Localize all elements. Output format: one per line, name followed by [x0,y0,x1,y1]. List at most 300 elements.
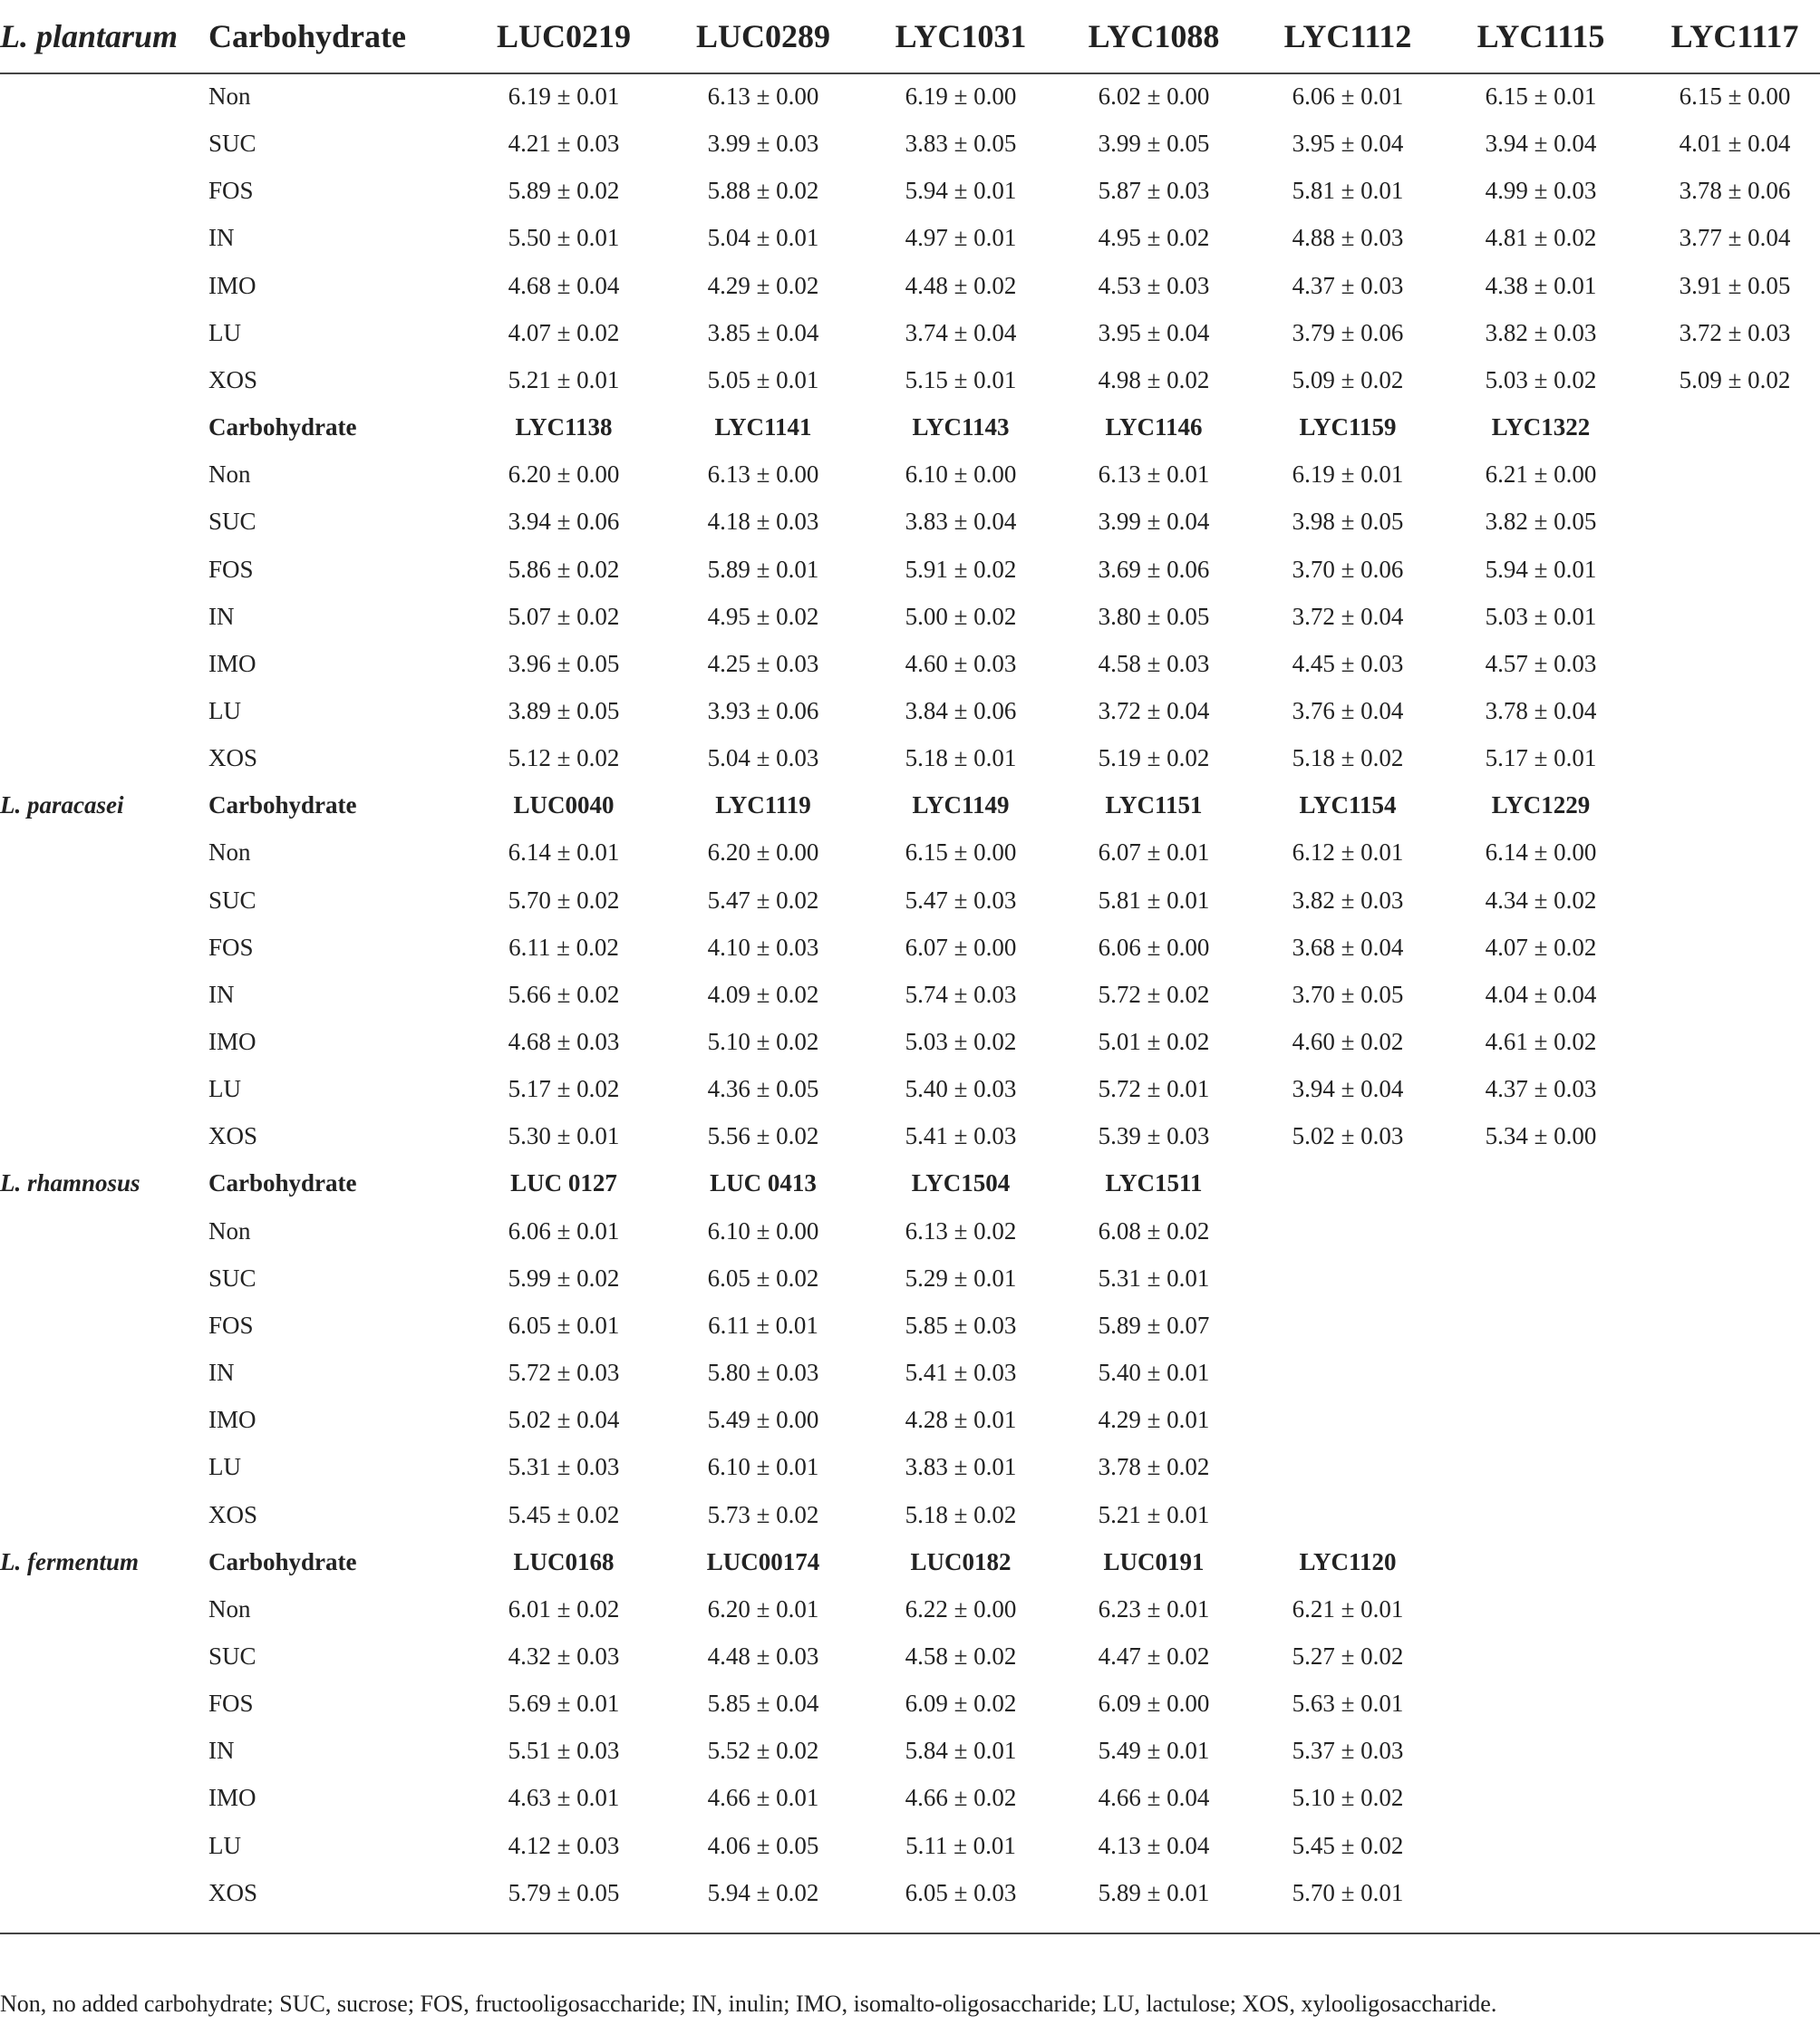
value-cell: 6.06 ± 0.00 [1098,933,1210,961]
value-cell: 4.68 ± 0.03 [508,1028,620,1055]
carbohydrate-cell: SUC [208,1642,257,1670]
value-cell: 6.22 ± 0.00 [905,1594,1017,1623]
value-cell: 5.50 ± 0.01 [508,224,620,252]
strain-heading: LUC00174 [706,1547,820,1575]
value-cell: 4.66 ± 0.04 [1098,1784,1210,1812]
value-cell: 3.74 ± 0.04 [905,318,1017,346]
carbohydrate-cell: IN [208,224,235,252]
carbohydrate-cell: SUC [208,130,257,158]
value-cell: 5.03 ± 0.01 [1485,602,1597,630]
header-strain: LYC1115 [1476,18,1605,54]
carbohydrate-cell: FOS [208,555,254,583]
carbohydrate-cell: Non [208,838,251,867]
value-cell: 5.04 ± 0.01 [707,224,819,252]
value-cell: 6.06 ± 0.01 [1292,82,1404,110]
species-label: L. paracasei [0,791,124,819]
value-cell: 5.05 ± 0.01 [707,365,819,393]
strain-heading: LYC1151 [1105,791,1203,819]
value-cell: 3.94 ± 0.06 [508,508,620,536]
value-cell: 3.96 ± 0.05 [508,649,620,677]
value-cell: 4.10 ± 0.03 [707,933,819,961]
value-cell: 6.02 ± 0.00 [1098,82,1210,110]
value-cell: 3.83 ± 0.04 [905,508,1017,536]
strain-heading: LUC0191 [1103,1547,1205,1575]
value-cell: 4.21 ± 0.03 [508,130,620,158]
table-row [0,1680,1820,1727]
table-row [0,546,1820,593]
carbohydrate-cell: SUC [208,1264,257,1292]
table-row [0,167,1820,214]
carbohydrate-cell: XOS [208,1878,258,1906]
strain-heading: LUC0182 [910,1547,1012,1575]
carbohydrate-cell: Non [208,1216,251,1245]
value-cell: 5.02 ± 0.04 [508,1406,620,1434]
value-cell: 3.94 ± 0.04 [1292,1075,1404,1103]
value-cell: 6.14 ± 0.00 [1485,838,1597,867]
value-cell: 3.99 ± 0.05 [1098,130,1210,158]
species-label: L. rhamnosus [0,1169,140,1197]
value-cell: 4.95 ± 0.02 [1098,224,1210,252]
value-cell: 5.12 ± 0.02 [508,744,620,772]
value-cell: 6.10 ± 0.01 [707,1453,819,1481]
value-cell: 6.11 ± 0.02 [508,933,619,961]
value-cell: 5.17 ± 0.01 [1485,744,1597,772]
value-cell: 4.48 ± 0.02 [905,271,1017,299]
strain-heading: LUC0040 [513,791,615,819]
value-cell: 5.10 ± 0.02 [1292,1784,1404,1812]
table-row [0,1112,1820,1159]
value-cell: 3.70 ± 0.06 [1292,555,1404,583]
table-row [0,1443,1820,1490]
value-cell: 5.47 ± 0.02 [707,886,819,914]
value-cell: 4.47 ± 0.02 [1098,1642,1210,1670]
value-cell: 5.29 ± 0.01 [905,1264,1017,1292]
subheader-row [0,781,1820,828]
value-cell: 5.89 ± 0.02 [508,177,620,205]
value-cell: 5.07 ± 0.02 [508,602,620,630]
carbohydrate-cell: LU [208,1831,241,1859]
value-cell: 6.12 ± 0.01 [1292,838,1404,867]
value-cell: 3.72 ± 0.04 [1292,602,1404,630]
value-cell: 5.66 ± 0.02 [508,980,620,1008]
value-cell: 5.09 ± 0.02 [1292,365,1404,393]
value-cell: 5.94 ± 0.02 [707,1878,819,1906]
value-cell: 5.51 ± 0.03 [508,1737,620,1765]
value-cell: 6.19 ± 0.01 [508,82,620,110]
value-cell: 4.99 ± 0.03 [1485,177,1597,205]
value-cell: 5.81 ± 0.01 [1098,886,1210,914]
carbohydrate-cell: IN [208,1737,235,1765]
value-cell: 6.15 ± 0.00 [905,838,1017,867]
value-cell: 6.07 ± 0.00 [905,933,1017,961]
value-cell: 6.13 ± 0.01 [1098,460,1210,489]
value-cell: 5.18 ± 0.02 [1292,744,1404,772]
value-cell: 5.34 ± 0.00 [1485,1122,1597,1150]
value-cell: 5.45 ± 0.02 [1292,1831,1404,1859]
strain-heading: LYC1143 [912,413,1010,441]
value-cell: 6.06 ± 0.01 [508,1216,620,1245]
value-cell: 5.39 ± 0.03 [1098,1122,1210,1150]
value-cell: 3.91 ± 0.05 [1679,271,1791,299]
table-row [0,1727,1820,1774]
value-cell: 3.85 ± 0.04 [707,318,819,346]
value-cell: 5.04 ± 0.03 [707,744,819,772]
value-cell: 5.69 ± 0.01 [508,1690,620,1718]
value-cell: 5.85 ± 0.03 [905,1311,1017,1339]
table-row [0,593,1820,640]
header-carbohydrate: Carbohydrate [208,18,406,54]
value-cell: 5.84 ± 0.01 [905,1737,1017,1765]
table-row [0,1633,1820,1680]
strain-heading: LYC1504 [911,1169,1011,1197]
value-cell: 5.91 ± 0.02 [905,555,1017,583]
value-cell: 5.41 ± 0.03 [905,1122,1017,1150]
value-cell: 4.61 ± 0.02 [1485,1028,1597,1055]
header-strain: LYC1112 [1283,18,1412,54]
subheader-row [0,1159,1820,1206]
value-cell: 5.45 ± 0.02 [508,1500,620,1528]
value-cell: 6.13 ± 0.00 [707,82,819,110]
table-row [0,734,1820,781]
carbohydrate-cell: IMO [208,649,257,677]
carbohydrate-cell: SUC [208,886,257,914]
strain-heading: LYC1146 [1105,413,1203,441]
carbohydrate-heading: Carbohydrate [208,791,357,819]
table-row [0,640,1820,687]
value-cell: 4.18 ± 0.03 [707,508,819,536]
value-cell: 5.63 ± 0.01 [1292,1690,1404,1718]
value-cell: 4.09 ± 0.02 [707,980,819,1008]
value-cell: 3.89 ± 0.05 [508,696,620,724]
value-cell: 3.98 ± 0.05 [1292,508,1404,536]
value-cell: 4.58 ± 0.02 [905,1642,1017,1670]
value-cell: 3.84 ± 0.06 [905,696,1017,724]
value-cell: 3.72 ± 0.04 [1098,696,1210,724]
strain-heading: LYC1141 [714,413,812,441]
strain-heading: LYC1229 [1491,791,1591,819]
table-row [0,1065,1820,1112]
value-cell: 5.73 ± 0.02 [707,1500,819,1528]
strain-heading: LYC1138 [515,413,613,441]
value-cell: 5.00 ± 0.02 [905,602,1017,630]
strain-heading: LUC 0413 [710,1169,817,1197]
value-cell: 3.68 ± 0.04 [1292,933,1404,961]
value-cell: 3.77 ± 0.04 [1679,224,1791,252]
carbohydrate-heading: Carbohydrate [208,1169,357,1197]
value-cell: 5.52 ± 0.02 [707,1737,819,1765]
table-row [0,214,1820,261]
carbohydrate-cell: IMO [208,1406,257,1434]
value-cell: 5.88 ± 0.02 [707,177,819,205]
value-cell: 4.60 ± 0.03 [905,649,1017,677]
value-cell: 4.32 ± 0.03 [508,1642,620,1670]
value-cell: 4.01 ± 0.04 [1679,130,1791,158]
value-cell: 5.40 ± 0.01 [1098,1359,1210,1387]
value-cell: 4.98 ± 0.02 [1098,365,1210,393]
table-row [0,1302,1820,1349]
carbohydrate-cell: LU [208,318,241,346]
value-cell: 4.60 ± 0.02 [1292,1028,1404,1055]
carbohydrate-heading: Carbohydrate [208,1547,357,1575]
value-cell: 6.09 ± 0.02 [905,1690,1017,1718]
value-cell: 3.69 ± 0.06 [1098,555,1210,583]
value-cell: 5.79 ± 0.05 [508,1878,620,1906]
value-cell: 5.85 ± 0.04 [707,1690,819,1718]
table-row [0,1349,1820,1396]
value-cell: 4.12 ± 0.03 [508,1831,620,1859]
value-cell: 6.01 ± 0.02 [508,1594,620,1623]
value-cell: 5.80 ± 0.03 [707,1359,819,1387]
value-cell: 5.72 ± 0.01 [1098,1075,1210,1103]
value-cell: 5.31 ± 0.01 [1098,1264,1210,1292]
table-row [0,1207,1820,1255]
carbohydrate-cell: IN [208,1359,235,1387]
value-cell: 3.82 ± 0.05 [1485,508,1597,536]
value-cell: 6.05 ± 0.03 [905,1878,1017,1906]
value-cell: 3.99 ± 0.03 [707,130,819,158]
table-row [0,877,1820,924]
value-cell: 5.89 ± 0.01 [707,555,819,583]
value-cell: 5.15 ± 0.01 [905,365,1017,393]
value-cell: 3.95 ± 0.04 [1292,130,1404,158]
value-cell: 5.17 ± 0.02 [508,1075,620,1103]
carbohydrate-cell: IN [208,602,235,630]
carbohydrate-heading: Carbohydrate [208,413,357,441]
value-cell: 3.93 ± 0.06 [707,696,819,724]
table-row [0,73,1820,120]
value-cell: 5.81 ± 0.01 [1292,177,1404,205]
value-cell: 5.18 ± 0.02 [905,1500,1017,1528]
value-cell: 6.19 ± 0.01 [1292,460,1404,489]
table-row [0,262,1820,309]
table-row [0,1822,1820,1869]
value-cell: 4.81 ± 0.02 [1485,224,1597,252]
table-row [0,356,1820,403]
value-cell: 3.82 ± 0.03 [1485,318,1597,346]
table-header-row [0,13,1820,60]
value-cell: 5.47 ± 0.03 [905,886,1017,914]
value-cell: 6.13 ± 0.00 [707,460,819,489]
value-cell: 4.66 ± 0.01 [707,1784,819,1812]
value-cell: 5.21 ± 0.01 [1098,1500,1210,1528]
value-cell: 3.95 ± 0.04 [1098,318,1210,346]
value-cell: 4.88 ± 0.03 [1292,224,1404,252]
value-cell: 5.27 ± 0.02 [1292,1642,1404,1670]
header-strain: LYC1117 [1670,18,1799,54]
value-cell: 4.29 ± 0.02 [707,271,819,299]
carbohydrate-cell: Non [208,82,251,110]
value-cell: 3.70 ± 0.05 [1292,980,1404,1008]
value-cell: 3.82 ± 0.03 [1292,886,1404,914]
value-cell: 4.28 ± 0.01 [905,1406,1017,1434]
value-cell: 3.78 ± 0.02 [1098,1453,1210,1481]
value-cell: 5.86 ± 0.02 [508,555,620,583]
value-cell: 3.76 ± 0.04 [1292,696,1404,724]
value-cell: 5.49 ± 0.00 [707,1406,819,1434]
carbohydrate-cell: IMO [208,1784,257,1812]
value-cell: 5.70 ± 0.02 [508,886,620,914]
carbohydrate-cell: FOS [208,1690,254,1718]
value-cell: 6.05 ± 0.02 [707,1264,819,1292]
value-cell: 3.78 ± 0.04 [1485,696,1597,724]
strain-heading: LYC1149 [912,791,1010,819]
carbohydrate-cell: FOS [208,1311,254,1339]
carbohydrate-cell: IMO [208,1028,257,1055]
value-cell: 5.31 ± 0.03 [508,1453,620,1481]
table-row [0,1585,1820,1633]
table-row [0,1774,1820,1821]
subheader-row [0,1538,1820,1585]
carbohydrate-cell: Non [208,1594,251,1623]
value-cell: 5.72 ± 0.03 [508,1359,620,1387]
table-row [0,120,1820,167]
value-cell: 4.36 ± 0.05 [707,1075,819,1103]
value-cell: 6.07 ± 0.01 [1098,838,1210,867]
value-cell: 5.21 ± 0.01 [508,365,620,393]
value-cell: 4.97 ± 0.01 [905,224,1017,252]
strain-heading: LYC1154 [1299,791,1397,819]
value-cell: 4.34 ± 0.02 [1485,886,1597,914]
value-cell: 3.83 ± 0.01 [905,1453,1017,1481]
value-cell: 6.10 ± 0.00 [707,1216,819,1245]
value-cell: 3.80 ± 0.05 [1098,602,1210,630]
value-cell: 5.18 ± 0.01 [905,744,1017,772]
table-row [0,1018,1820,1065]
value-cell: 5.10 ± 0.02 [707,1028,819,1055]
carbohydrate-cell: SUC [208,508,257,536]
bottom-rule [0,1933,1820,1934]
value-cell: 4.04 ± 0.04 [1485,980,1597,1008]
value-cell: 5.40 ± 0.03 [905,1075,1017,1103]
value-cell: 5.41 ± 0.03 [905,1359,1017,1387]
value-cell: 6.13 ± 0.02 [905,1216,1017,1245]
value-cell: 6.14 ± 0.01 [508,838,620,867]
value-cell: 6.23 ± 0.01 [1098,1594,1210,1623]
table-footnote: Non, no added carbohydrate; SUC, sucrose; FOS, fructooligosaccharide; IN, inulin; IMO, isomalto-oligosaccharide; LU, lactulose; XOS, xylooligosaccharide. [0,1991,1497,2017]
value-cell: 6.10 ± 0.00 [905,460,1017,489]
header-strain: LUC0289 [695,18,830,54]
value-cell: 5.89 ± 0.07 [1098,1311,1210,1339]
value-cell: 5.01 ± 0.02 [1098,1028,1210,1055]
value-cell: 5.03 ± 0.02 [1485,365,1597,393]
value-cell: 5.11 ± 0.01 [905,1831,1016,1859]
value-cell: 4.06 ± 0.05 [707,1831,819,1859]
value-cell: 4.38 ± 0.01 [1485,271,1597,299]
value-cell: 5.99 ± 0.02 [508,1264,620,1292]
header-strain: LYC1088 [1088,18,1220,54]
table-row [0,687,1820,734]
value-cell: 4.48 ± 0.03 [707,1642,819,1670]
value-cell: 5.87 ± 0.03 [1098,177,1210,205]
carbohydrate-cell: XOS [208,1122,258,1150]
strain-heading: LUC0168 [513,1547,615,1575]
value-cell: 6.19 ± 0.00 [905,82,1017,110]
value-cell: 4.45 ± 0.03 [1292,649,1404,677]
value-cell: 4.53 ± 0.03 [1098,271,1210,299]
value-cell: 4.07 ± 0.02 [508,318,620,346]
value-cell: 3.78 ± 0.06 [1679,177,1791,205]
value-cell: 4.13 ± 0.04 [1098,1831,1210,1859]
value-cell: 5.94 ± 0.01 [1485,555,1597,583]
value-cell: 5.70 ± 0.01 [1292,1878,1404,1906]
carbohydrate-cell: LU [208,1453,241,1481]
value-cell: 4.68 ± 0.04 [508,271,620,299]
value-cell: 4.37 ± 0.03 [1292,271,1404,299]
strain-heading: LYC1511 [1105,1169,1203,1197]
value-cell: 6.08 ± 0.02 [1098,1216,1210,1245]
value-cell: 5.37 ± 0.03 [1292,1737,1404,1765]
value-cell: 5.74 ± 0.03 [905,980,1017,1008]
header-strain: LYC1031 [895,18,1027,54]
value-cell: 5.94 ± 0.01 [905,177,1017,205]
value-cell: 5.02 ± 0.03 [1292,1122,1404,1150]
strain-heading: LYC1120 [1299,1547,1397,1575]
value-cell: 5.89 ± 0.01 [1098,1878,1210,1906]
value-cell: 4.07 ± 0.02 [1485,933,1597,961]
table-row [0,971,1820,1018]
carbohydrate-cell: LU [208,696,241,724]
carbohydrate-cell: IMO [208,271,257,299]
header-species: L. plantarum [0,18,179,54]
value-cell: 3.83 ± 0.05 [905,130,1017,158]
value-cell: 4.29 ± 0.01 [1098,1406,1210,1434]
carbohydrate-cell: FOS [208,177,254,205]
value-cell: 6.21 ± 0.00 [1485,460,1597,489]
carbohydrate-cell: LU [208,1075,241,1103]
value-cell: 5.19 ± 0.02 [1098,744,1210,772]
table-row [0,1396,1820,1443]
value-cell: 5.56 ± 0.02 [707,1122,819,1150]
carbohydrate-cell: XOS [208,365,258,393]
strain-heading: LUC 0127 [510,1169,617,1197]
value-cell: 6.09 ± 0.00 [1098,1690,1210,1718]
value-cell: 3.72 ± 0.03 [1679,318,1791,346]
table-row [0,451,1820,498]
value-cell: 5.49 ± 0.01 [1098,1737,1210,1765]
carbohydrate-cell: IN [208,980,235,1008]
value-cell: 6.05 ± 0.01 [508,1311,620,1339]
value-cell: 5.09 ± 0.02 [1679,365,1791,393]
carbohydrate-cell: XOS [208,744,258,772]
subheader-row [0,403,1820,451]
table-row [0,924,1820,971]
value-cell: 6.15 ± 0.00 [1679,82,1791,110]
table-row [0,828,1820,876]
value-cell: 5.72 ± 0.02 [1098,980,1210,1008]
strain-heading: LYC1322 [1491,413,1591,441]
value-cell: 6.15 ± 0.01 [1485,82,1597,110]
value-cell: 4.58 ± 0.03 [1098,649,1210,677]
value-cell: 3.79 ± 0.06 [1292,318,1404,346]
value-cell: 4.95 ± 0.02 [707,602,819,630]
table-row [0,309,1820,356]
value-cell: 5.03 ± 0.02 [905,1028,1017,1055]
carbohydrate-cell: Non [208,460,251,489]
carbohydrate-cell: XOS [208,1500,258,1528]
value-cell: 6.20 ± 0.00 [508,460,620,489]
strain-heading: LYC1119 [715,791,811,819]
table-row [0,1255,1820,1302]
value-cell: 6.11 ± 0.01 [708,1311,818,1339]
species-label: L. fermentum [0,1547,139,1575]
value-cell: 3.94 ± 0.04 [1485,130,1597,158]
value-cell: 5.30 ± 0.01 [508,1122,620,1150]
value-cell: 4.63 ± 0.01 [508,1784,620,1812]
value-cell: 4.57 ± 0.03 [1485,649,1597,677]
carbohydrate-cell: FOS [208,933,254,961]
table-row [0,1869,1820,1916]
value-cell: 3.99 ± 0.04 [1098,508,1210,536]
